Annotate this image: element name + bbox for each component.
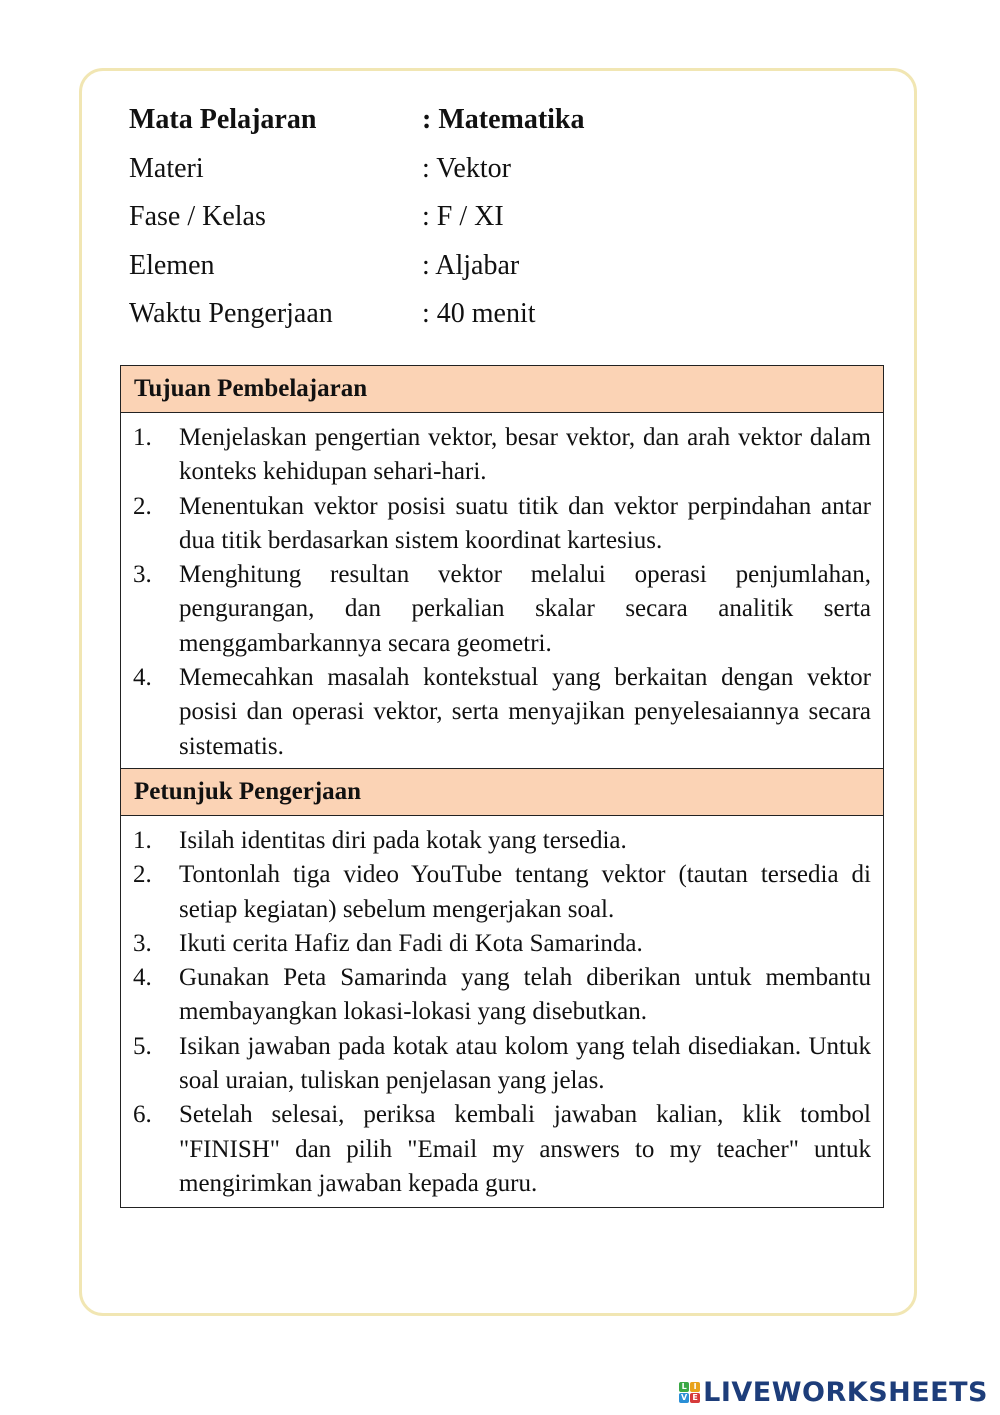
meta-value: : F / XI xyxy=(422,201,504,233)
item-number: 1. xyxy=(133,826,152,854)
tujuan-heading: Tujuan Pembelajaran xyxy=(121,366,883,413)
identity-header xyxy=(129,96,829,339)
info-table xyxy=(120,365,884,1208)
logo-letter: E xyxy=(690,1393,700,1403)
list-item xyxy=(133,490,871,559)
liveworksheets-brand[interactable] xyxy=(679,1374,988,1410)
petunjuk-body xyxy=(121,816,883,1207)
liveworksheets-logo-icon xyxy=(679,1382,700,1403)
meta-row-subject xyxy=(129,96,829,145)
meta-value: : Aljabar xyxy=(422,249,520,281)
meta-value: : Matematika xyxy=(422,104,585,136)
list-item xyxy=(133,824,871,858)
meta-row-topic xyxy=(129,145,829,194)
item-number: 2. xyxy=(133,861,152,889)
list-item xyxy=(133,1098,871,1201)
tujuan-body xyxy=(121,413,883,769)
list-item xyxy=(133,421,871,490)
meta-label: Mata Pelajaran xyxy=(129,104,317,136)
meta-value: : Vektor xyxy=(422,152,511,184)
meta-row-duration xyxy=(129,290,829,339)
item-text: Gunakan Peta Samarinda yang telah diberikan untuk membantu membayangkan lokasi-lokasi yang disebutkan. xyxy=(179,964,871,1026)
list-item xyxy=(133,661,871,764)
item-text: Isikan jawaban pada kotak atau kolom yang telah disediakan. Untuk soal uraian, tuliskan penjelasan yang jelas. xyxy=(179,1032,871,1095)
item-number: 2. xyxy=(133,492,152,520)
list-item xyxy=(133,961,871,1030)
meta-label: Materi xyxy=(129,152,204,184)
meta-label: Waktu Pengerjaan xyxy=(129,298,333,330)
item-text: Ikuti cerita Hafiz dan Fadi di Kota Samarinda. xyxy=(179,929,643,957)
logo-letter: L xyxy=(679,1382,689,1392)
list-item xyxy=(133,927,871,961)
item-text: Setelah selesai, periksa kembali jawaban kalian, klik tombol "FINISH" dan pilih "Email my answers to my teacher" untuk mengirimkan jawaban kepada guru. xyxy=(179,1101,871,1197)
item-text: Menentukan vektor posisi suatu titik dan vektor perpindahan antar dua titik berdasarkan sistem koordinat kartesius. xyxy=(179,492,871,554)
item-text: Menjelaskan pengertian vektor, besar vektor, dan arah vektor dalam konteks kehidupan sehari-hari. xyxy=(179,424,871,486)
item-number: 1. xyxy=(133,424,152,451)
item-text: Menghitung resultan vektor melalui operasi penjumlahan, pengurangan, dan perkalian skalar secara analitik serta menggambarkannya secara geometri. xyxy=(179,561,871,657)
item-number: 4. xyxy=(133,664,152,692)
list-item xyxy=(133,858,871,927)
meta-label: Elemen xyxy=(129,249,215,281)
logo-letter: V xyxy=(681,1392,688,1402)
meta-row-grade xyxy=(129,193,829,242)
meta-label: Fase / Kelas xyxy=(129,201,266,233)
item-text: Memecahkan masalah kontekstual yang berkaitan dengan vektor posisi dan operasi vektor, serta menyajikan penyelesaiannya secara sistematis. xyxy=(179,664,871,760)
petunjuk-list xyxy=(133,824,871,1201)
logo-letter: I xyxy=(690,1382,700,1392)
item-number: 6. xyxy=(133,1101,152,1129)
item-number: 5. xyxy=(133,1032,152,1060)
meta-value: : 40 menit xyxy=(422,298,536,330)
meta-row-element xyxy=(129,242,829,291)
item-number: 3. xyxy=(133,561,152,589)
list-item xyxy=(133,1030,871,1099)
item-number: 4. xyxy=(133,964,152,992)
item-text: Isilah identitas diri pada kotak yang tersedia. xyxy=(179,826,627,854)
tujuan-list xyxy=(133,421,871,764)
brand-name: LIVEWORKSHEETS xyxy=(703,1376,988,1408)
item-number: 3. xyxy=(133,929,152,957)
list-item xyxy=(133,558,871,661)
item-text: Tontonlah tiga video YouTube tentang vektor (tautan tersedia di setiap kegiatan) sebelum mengerjakan soal. xyxy=(179,861,871,923)
petunjuk-heading: Petunjuk Pengerjaan xyxy=(121,769,883,816)
